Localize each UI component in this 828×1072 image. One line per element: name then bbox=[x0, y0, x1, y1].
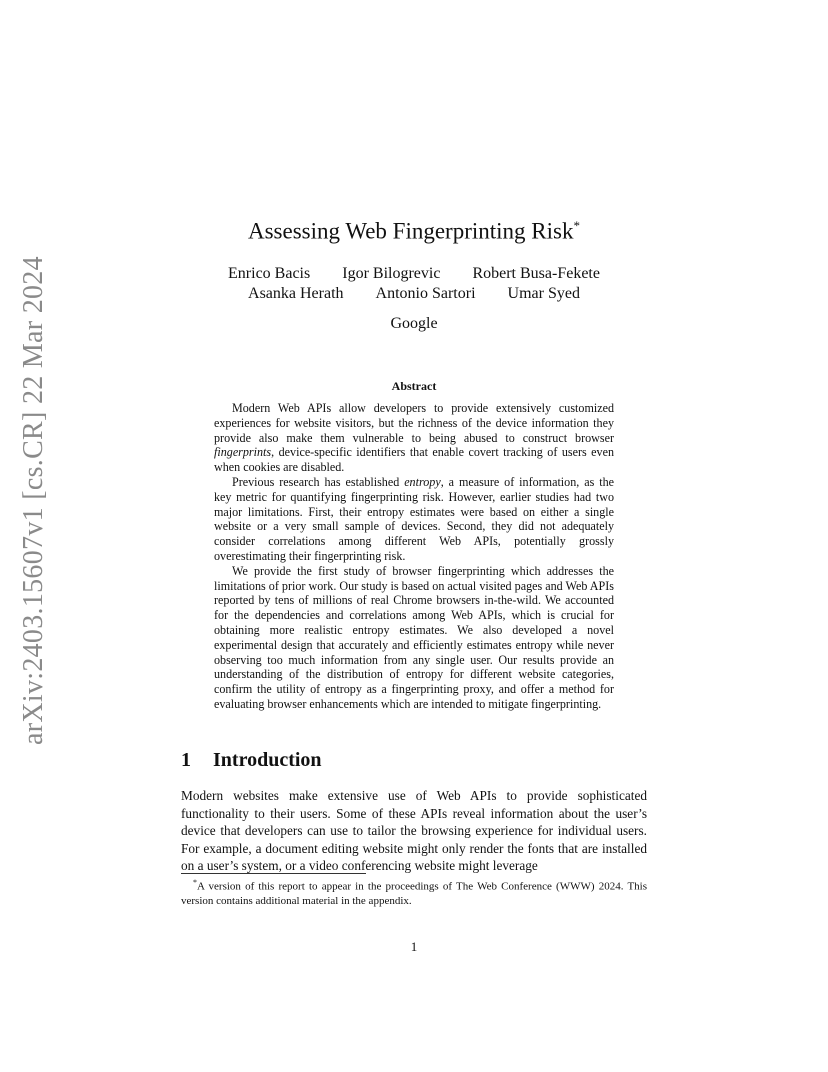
abstract-paragraph-1 bbox=[214, 401, 614, 475]
author-name: Robert Busa-Fekete bbox=[472, 265, 600, 282]
title-footnote-mark: * bbox=[573, 218, 580, 233]
author-name: Umar Syed bbox=[507, 285, 580, 302]
paper-title bbox=[0, 218, 828, 245]
abstract-paragraph-3: We provide the first study of browser fingerprinting which addresses the limitations of prior work. Our study is based on actual visited pages and Web APIs reported by tens of millions of real Chrome browsers in-the-wild. We accounted for the dependencies and correlations among Web APIs, which is crucial for obtaining more realistic entropy estimates. We also developed a novel experimental design that accurately and efficiently estimates entropy while never observing too much information from any single user. Our results provide an understanding of the distribution of entropy for different website categories, confirm the utility of entropy as a fingerprinting proxy, and offer a method for evaluating browser enhancements which are intended to mitigate fingerprinting. bbox=[214, 563, 614, 711]
author-name: Asanka Herath bbox=[248, 285, 344, 302]
paper-title-text: Assessing Web Fingerprinting Risk bbox=[248, 218, 574, 244]
footnote-paragraph bbox=[181, 876, 647, 908]
footnote bbox=[181, 876, 647, 908]
introduction-text bbox=[181, 787, 647, 875]
author-row-1 bbox=[0, 264, 828, 284]
abstract-heading: Abstract bbox=[391, 379, 437, 393]
author-name: Enrico Bacis bbox=[228, 265, 311, 282]
abstract-text: , a measure of information, as the key metric for quantifying fingerprinting risk. However, earlier studies had two major limitations. First, their entropy estimates were based on either a single website or a very small sample of devices. Second, they did not adequately consider correlations among different Web APIs, potentially grossly overestimating their fingerprinting risk. bbox=[214, 474, 614, 563]
footnote-rule bbox=[181, 873, 366, 874]
author-row-2 bbox=[0, 284, 828, 304]
arxiv-identifier: arXiv:2403.15607v1 [cs.CR] 22 Mar 2024 bbox=[18, 256, 49, 745]
footnote-mark: * bbox=[193, 878, 197, 887]
author-name: Igor Bilogrevic bbox=[342, 265, 441, 282]
abstract-paragraph-2 bbox=[214, 475, 614, 564]
page-number: 1 bbox=[410, 939, 418, 954]
affiliation: Google bbox=[390, 315, 438, 332]
author-name: Antonio Sartori bbox=[375, 285, 476, 302]
abstract-emphasis: entropy bbox=[404, 474, 441, 489]
abstract-body bbox=[214, 401, 614, 712]
section-title: Introduction bbox=[213, 749, 322, 771]
section-heading bbox=[181, 749, 322, 772]
author-list bbox=[0, 264, 828, 304]
body-paragraph: Modern websites make extensive use of Web APIs to provide sophisticated functionality to their users. Some of these APIs reveal information about the user’s device that developers can use to tailor the browsing experience for individual users. For example, a document editing website might only render the fonts that are installed on a user’s system, or a video conferencing website might leverage bbox=[181, 788, 647, 874]
abstract-text: Modern Web APIs allow developers to provide extensively customized experiences for website visitors, but the richness of the device information they provide also make them vulnerable to being abused to construct browser bbox=[214, 401, 614, 445]
abstract-text: Previous research has established bbox=[232, 474, 405, 489]
abstract-emphasis: fingerprints bbox=[214, 445, 272, 460]
section-number: 1 bbox=[181, 749, 191, 771]
abstract-text: , device-specific identifiers that enable covert tracking of users even when cookies are disabled. bbox=[214, 445, 614, 475]
footnote-text: A version of this report to appear in the proceedings of The Web Conference (WWW) 2024. This version contains additional material in the appendix. bbox=[181, 880, 647, 907]
